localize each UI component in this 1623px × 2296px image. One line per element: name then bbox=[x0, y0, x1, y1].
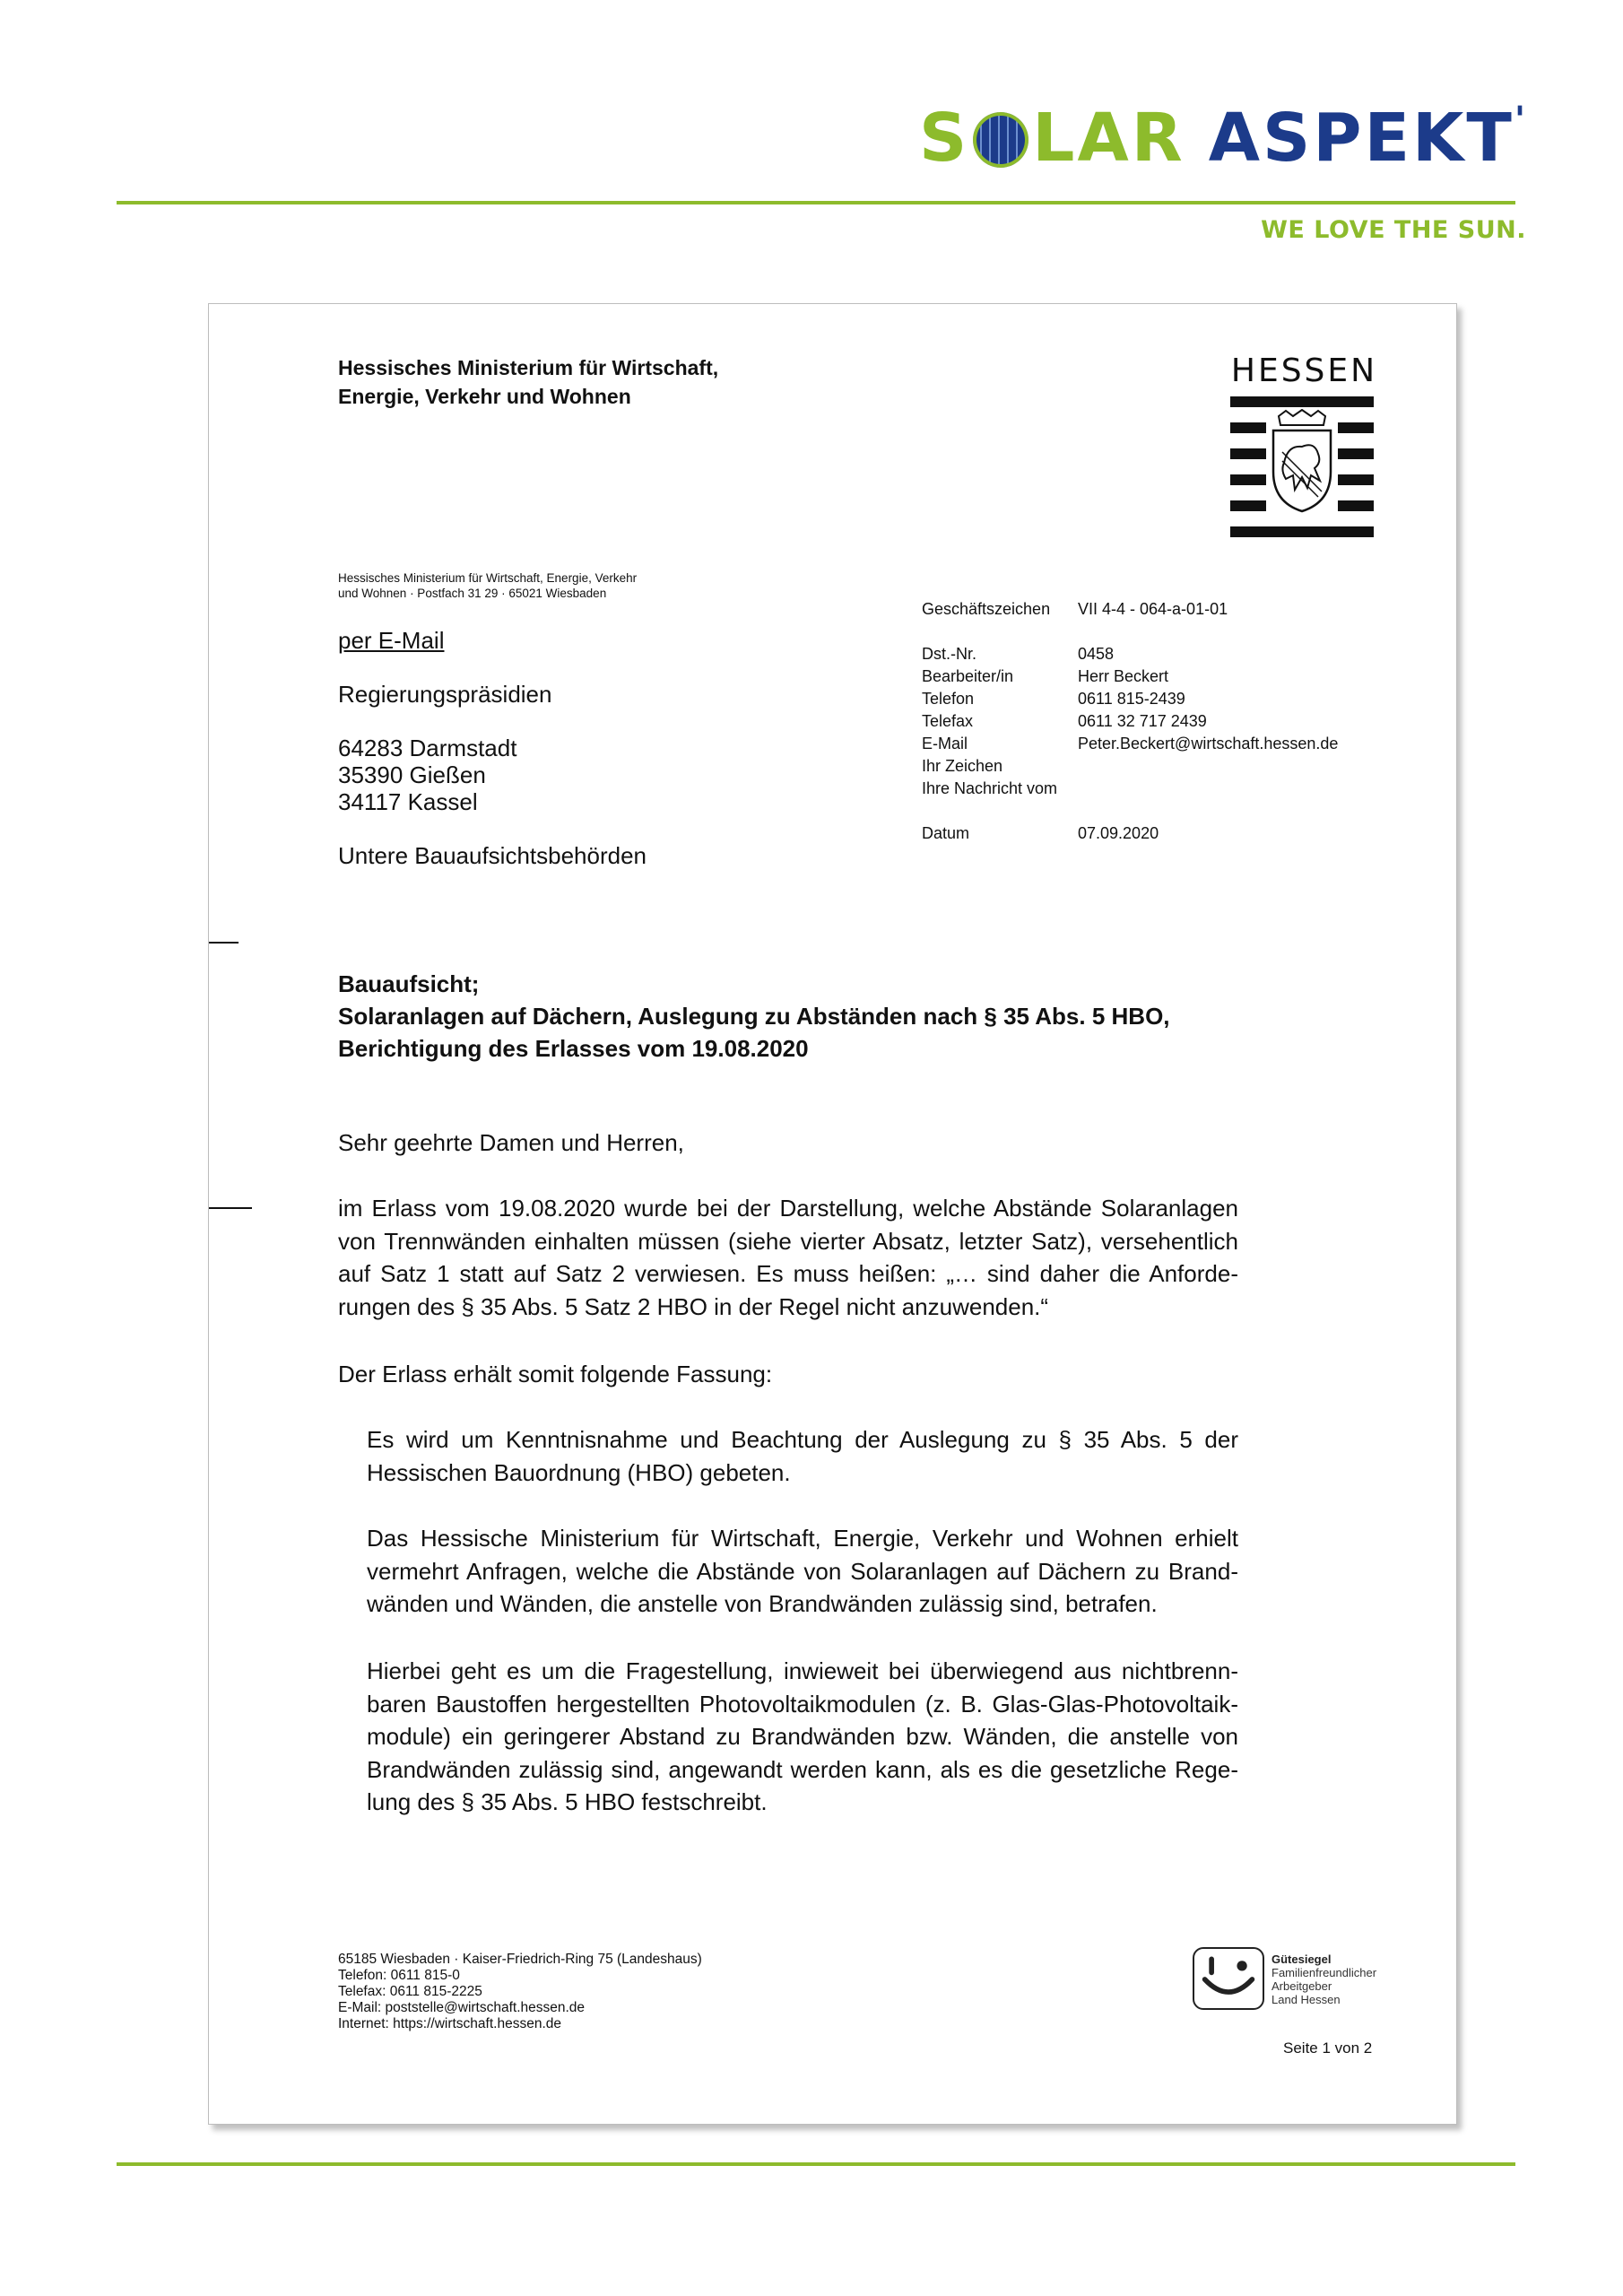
page-number: Seite 1 von 2 bbox=[1283, 2039, 1373, 2057]
sender-block bbox=[338, 353, 718, 411]
subject bbox=[338, 968, 1170, 1065]
top-green-divider bbox=[117, 201, 1515, 204]
slogan: WE LOVE THE SUN. bbox=[1261, 216, 1526, 244]
footer-contact bbox=[338, 1952, 702, 2032]
recipient-city: 35390 Gießen bbox=[338, 761, 486, 788]
smiley-seal-icon bbox=[1193, 1947, 1264, 2010]
footer-line: E-Mail: poststelle@wirtschaft.hessen.de bbox=[338, 2000, 586, 2015]
footer-line: 65185 Wiesbaden · Kaiser-Friedrich-Ring 75 (Landeshaus) bbox=[338, 1952, 702, 1967]
seal-line: Land Hessen bbox=[1271, 1993, 1341, 2006]
hessen-logo bbox=[1230, 352, 1378, 537]
lion-shield-icon bbox=[1266, 409, 1338, 513]
quoted-paragraph: Es wird um Kenntnisnahme und Beachtung der Auslegung zu § 35 Abs. 5 der Hessischen Bauordnung (HBO) gebeten. bbox=[367, 1426, 1238, 1486]
body-paragraph: Der Erlass erhält somit folgende Fassung: bbox=[338, 1361, 773, 1387]
return-address-line: und Wohnen · Postfach 31 29 · 65021 Wiesbaden bbox=[338, 587, 607, 600]
family-friendly-seal bbox=[1193, 1947, 1381, 2019]
recipient-city: 64283 Darmstadt bbox=[338, 735, 517, 761]
sender-line: Energie, Verkehr und Wohnen bbox=[338, 385, 631, 408]
footer-line: Telefax: 0611 815-2225 bbox=[338, 1984, 482, 1999]
quoted-paragraph: Hierbei geht es um die Fragestellung, inwieweit bei überwiegend aus nichtbrennbaren Baustoffen hergestellten Photovoltaikmodulen (z. B. Glas-Glas-Photovoltaikmodule) ein geringerer Abstand zu Brandwänden bzw. Wänden, die anstelle von Brandwänden zulässig sind, angewandt werden kann, als es die gesetzliche Regelung des § 35 Abs. 5 HBO festschreibt. bbox=[367, 1657, 1238, 1815]
delivery-method: per E-Mail bbox=[338, 627, 445, 654]
punch-mark bbox=[209, 1207, 252, 1209]
subject-line: Solaranlagen auf Dächern, Auslegung zu Abständen nach § 35 Abs. 5 HBO, bbox=[338, 1003, 1170, 1030]
body-paragraph: im Erlass vom 19.08.2020 wurde bei der Darstellung, welche Abstände Solaranlagen von Trennwänden einhalten müssen (siehe vierter Absatz, letzter Satz), versehentlich auf Satz 1 statt auf Satz 2 verwiesen. Es muss heißen: „… sind daher die Anforderungen des § 35 Abs. 5 Satz 2 HBO in der Regel nicht anzuwenden.“ bbox=[338, 1195, 1238, 1320]
hessen-wordmark: HESSEN bbox=[1230, 352, 1378, 389]
fold-mark bbox=[209, 942, 239, 944]
hessen-coat-of-arms-icon bbox=[1230, 396, 1374, 537]
recipient-line: Untere Bauaufsichtsbehörden bbox=[338, 842, 647, 869]
sender-line: Hessisches Ministerium für Wirtschaft, bbox=[338, 356, 719, 379]
seal-line: Familienfreundlicher bbox=[1271, 1966, 1377, 1979]
solar-aspekt-logo: S LAR ASPEKT ' bbox=[919, 100, 1529, 177]
recipient-line: Regierungspräsidien bbox=[338, 681, 552, 708]
bottom-green-divider bbox=[117, 2162, 1515, 2166]
subject-line: Bauaufsicht; bbox=[338, 970, 480, 997]
return-address-line: Hessisches Ministerium für Wirtschaft, Energie, Verkehr bbox=[338, 571, 638, 585]
subject-line: Berichtigung des Erlasses vom 19.08.2020 bbox=[338, 1035, 809, 1062]
quoted-paragraph: Das Hessische Ministerium für Wirtschaft, Energie, Verkehr und Wohnen erhielt vermehrt Anfragen, welche die Abstände von Solaranlagen auf Dächern zu Brandwänden und Wänden, die anstelle von Brandwänden zulässig sind, betrafen. bbox=[367, 1525, 1238, 1617]
recipient-city: 34117 Kassel bbox=[338, 788, 478, 815]
return-address bbox=[338, 570, 637, 601]
globe-icon bbox=[973, 112, 1028, 168]
seal-line: Arbeitgeber bbox=[1271, 1979, 1332, 1993]
letter-page: Hessisches Ministerium für Wirtschaft, Energie, Verkehr und Wohnen HESSEN Hessisches Ministerium für Wirtschaft, Energie, Verkehr und Wohnen · Postfach 31 29 · 65021 Wiesbaden per E-Mail Regierungspräsidien 64283 Darmstadt 35390 Gießen 34117 Kassel Untere Bauaufsichtsbehörden Geschäftszeichen VII 4-4 - 064-a-01-01 Dst.-Nr. 0458 Bearbeiter/in Herr Beckert Telefon 0611 815-2439 Telefax 0611 32 717 2439 E-Mail Peter.Beckert@wirtschaft.hessen.de Ihr Zeichen Ihre Nachricht vom Datum 07.09.2020 Bauaufsicht; Solaranlagen auf Dächern, Auslegung zu Abständen nach § 35 Abs. 5 HBO, Berichtigung des Erlasses vom 19.08.2020 Sehr geehrte Damen und Herren, im Erlass vom 19.08.2020 wurde bei der Darstellung, welche Abstände Solaranlagen von Trennwänden einhalten müssen (siehe vierter Absatz, letzter Satz), versehentlich auf Satz 1 statt auf Satz 2 verwiesen. Es muss heißen: „… sind daher die Anforderungen des § 35 Abs. 5 Satz 2 HBO in der Regel nicht anzuwenden.“ Der Erlass erhält somit folgende Fassung: Es wird um Kenntnisnahme und Beachtung der Auslegung zu § 35 Abs. 5 der Hessischen Bauordnung (HBO) gebeten. Das Hessische Ministerium für Wirtschaft, Energie, Verkehr und Wohnen erhielt vermehrt Anfragen, welche die Abstände von Solaranlagen auf Dächern zu Brandwänden und Wänden, die anstelle von Brandwänden zulässig sind, betrafen. Hierbei geht es um die Fragestellung, inwieweit bei überwiegend aus nichtbrennbaren Baustoffen hergestellten Photovoltaikmodulen (z. B. Glas-Glas-Photovoltaikmodule) ein geringerer Abstand zu Brandwänden bzw. Wänden, die anstelle von Brandwänden zulässig sind, angewandt werden kann, als es die gesetzliche Regelung des § 35 Abs. 5 HBO festschreibt. 65185 Wiesbaden · Kaiser-Friedrich-Ring 75 (Landeshaus) Telefon: 0611 815-0 Telefax: 0611 815-2225 E-Mail: poststelle@wirtschaft.hessen.de Internet: https://wirtschaft.hessen.de Gütesiegel Familienfreundlicher Arbeitgeber Land Hessen Seite 1 von 2 bbox=[208, 303, 1457, 2125]
salutation: Sehr geehrte Damen und Herren, bbox=[338, 1129, 684, 1156]
seal-line: Gütesiegel bbox=[1271, 1952, 1332, 1966]
footer-line: Telefon: 0611 815-0 bbox=[338, 1968, 460, 1983]
footer-line: Internet: https://wirtschaft.hessen.de bbox=[338, 2016, 561, 2031]
recipient-block bbox=[338, 627, 647, 869]
